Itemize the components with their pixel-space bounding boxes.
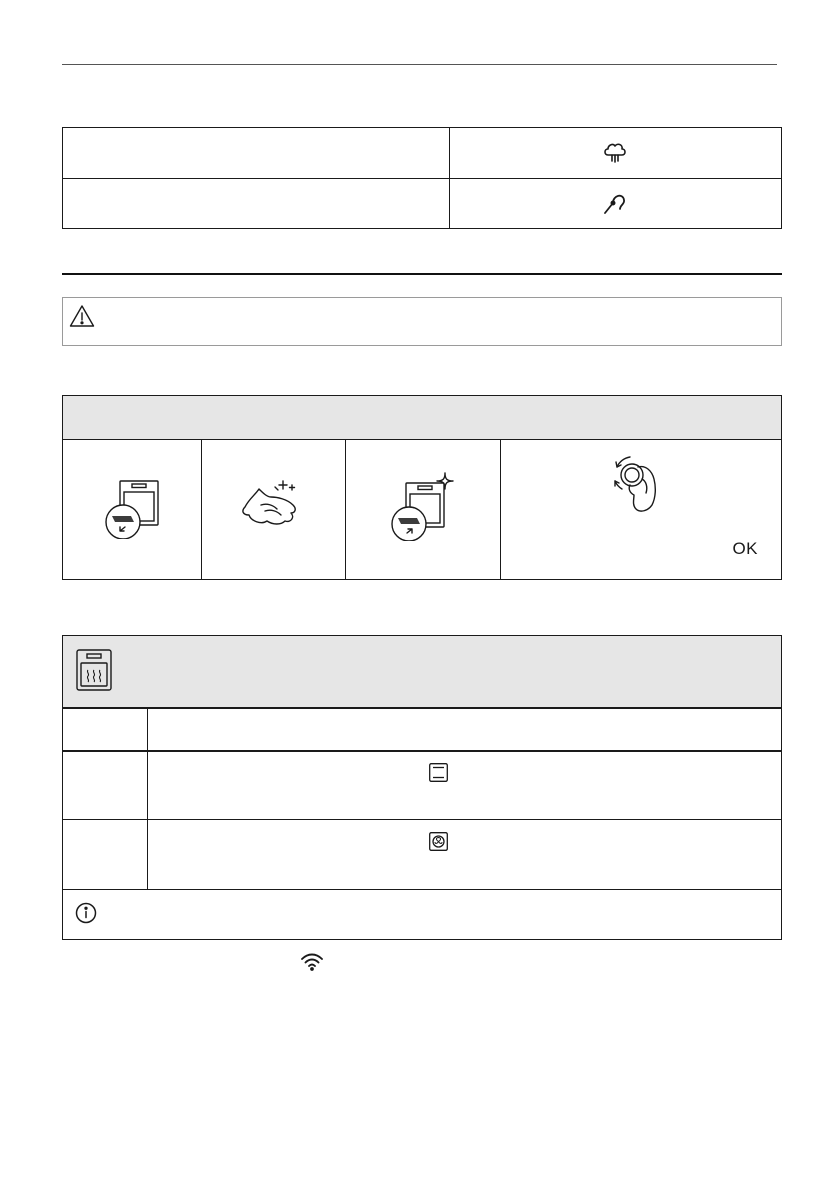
table-row bbox=[63, 707, 781, 752]
hand-turn-knob-icon bbox=[608, 453, 668, 519]
food-probe-icon bbox=[449, 178, 781, 228]
oven-heating-icon bbox=[76, 649, 112, 696]
page-top-rule bbox=[62, 64, 777, 65]
table-row bbox=[63, 128, 781, 179]
oven-fan-icon bbox=[429, 832, 448, 856]
table-header bbox=[63, 396, 781, 440]
warning-triangle-icon bbox=[69, 304, 95, 333]
step-cell bbox=[500, 439, 781, 579]
symbol-table bbox=[62, 127, 782, 229]
table-header bbox=[63, 636, 781, 709]
info-row bbox=[63, 889, 781, 939]
info-circle-icon bbox=[75, 902, 97, 929]
cleaning-steps-table bbox=[62, 395, 782, 580]
step-cell bbox=[345, 439, 501, 579]
table-column-divider bbox=[147, 707, 148, 889]
warning-box bbox=[62, 297, 782, 346]
oven-top-bottom-heat-icon bbox=[429, 763, 448, 787]
oven-remove-shelf-icon bbox=[101, 473, 165, 539]
table-column-divider bbox=[449, 128, 450, 228]
table-row bbox=[63, 819, 781, 890]
step-cell bbox=[201, 439, 346, 579]
section-rule bbox=[62, 273, 782, 275]
oven-insert-shelf-icon bbox=[387, 471, 457, 541]
ok-label: OK bbox=[732, 539, 758, 558]
steam-cloud-icon bbox=[449, 128, 781, 178]
wifi-icon bbox=[300, 953, 324, 976]
table-row bbox=[63, 178, 781, 228]
cleaning-cloth-icon bbox=[237, 475, 309, 535]
table-row bbox=[63, 750, 781, 820]
step-cell bbox=[63, 439, 202, 579]
heating-mode-table bbox=[62, 635, 782, 940]
